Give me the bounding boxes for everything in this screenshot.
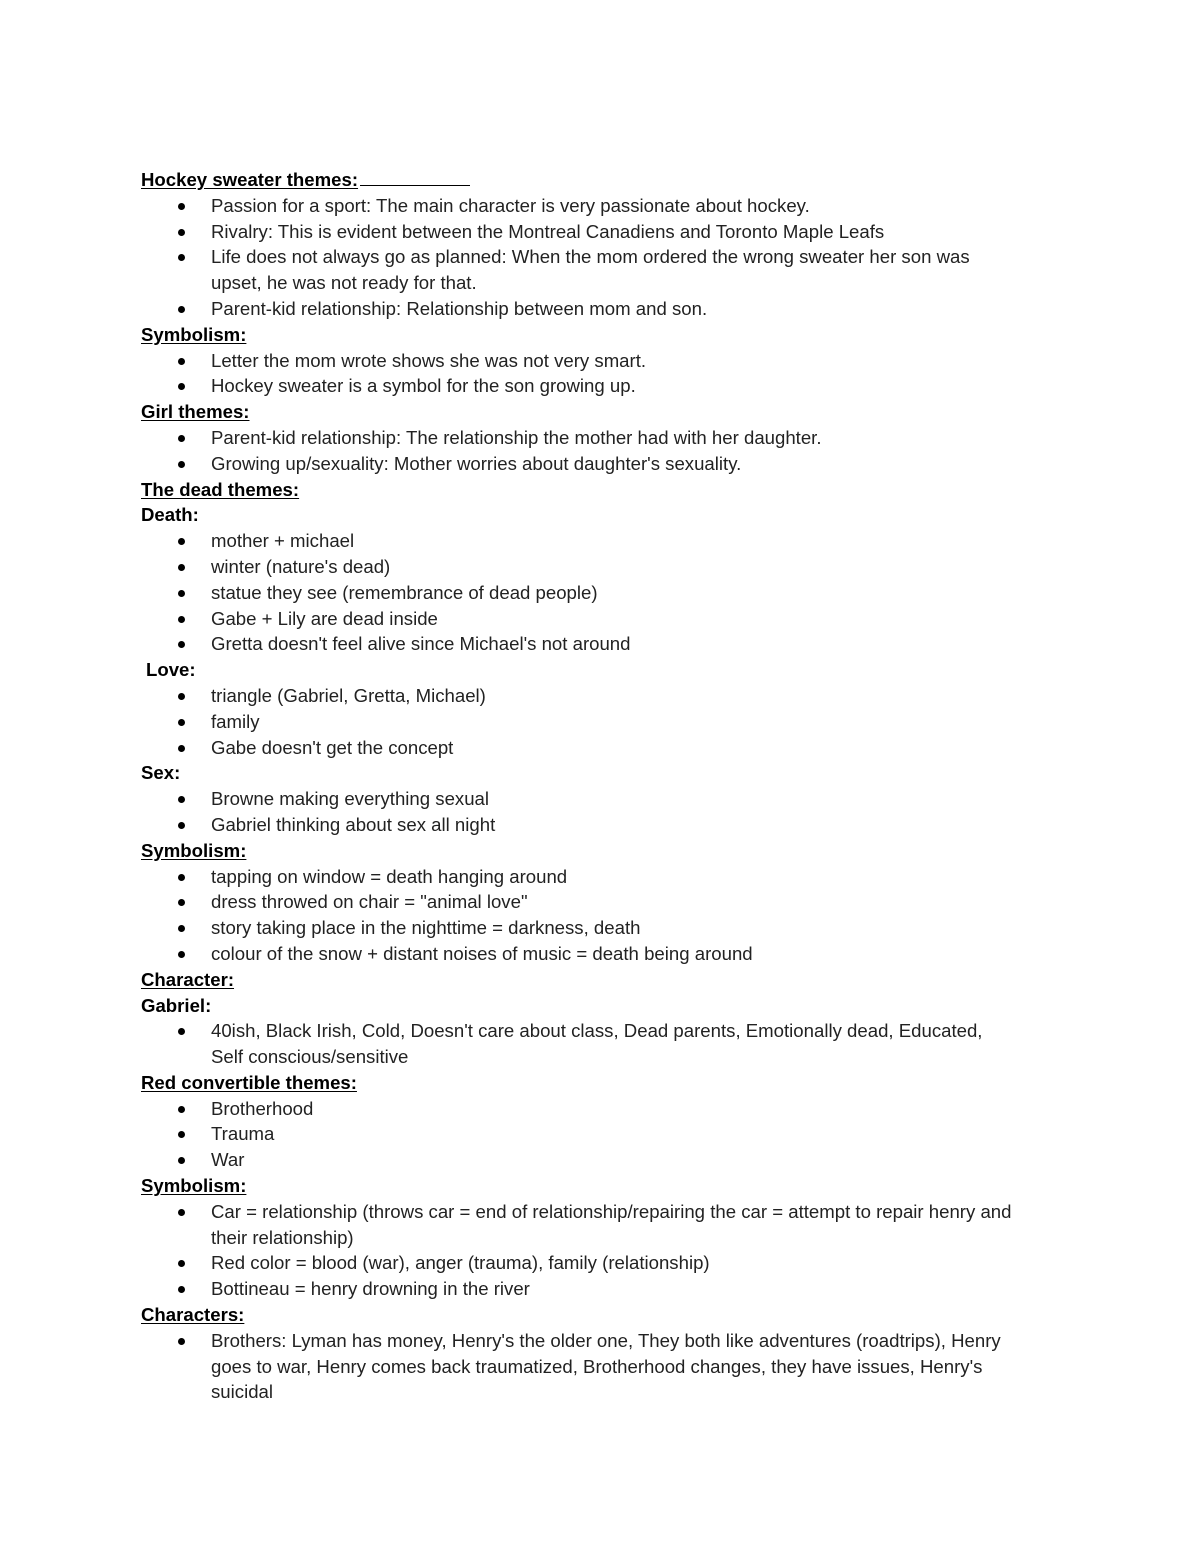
list-item-text: winter (nature's dead)	[211, 555, 391, 577]
bullet-list	[141, 348, 1081, 400]
section-heading-text: The dead themes:	[141, 478, 300, 500]
list-item-text: colour of the snow + distant noises of music = death being around	[211, 942, 753, 964]
bullet-icon	[178, 461, 185, 468]
section-heading-text: Symbolism:	[141, 323, 247, 345]
bullet-icon	[178, 1209, 185, 1216]
list-item-text: dress throwed on chair = "animal love"	[211, 891, 528, 913]
bullet-icon	[178, 1131, 185, 1138]
list-item-text: Parent-kid relationship: The relationship the mother had with her daughter.	[211, 426, 822, 448]
bullet-icon	[178, 693, 185, 700]
bullet-list	[141, 683, 1081, 760]
list-item	[141, 941, 1081, 967]
list-item	[141, 580, 1081, 606]
list-item	[141, 296, 1081, 322]
section-heading-text: Gabriel:	[141, 994, 212, 1016]
bullet-icon	[178, 590, 185, 597]
bullet-icon	[178, 229, 185, 236]
bullet-list	[141, 425, 1081, 477]
bullet-icon	[178, 358, 185, 365]
bullet-list	[141, 1199, 1081, 1302]
list-item-line: their relationship)	[211, 1226, 354, 1248]
bullet-icon	[178, 616, 185, 623]
bullet-icon	[178, 1028, 185, 1035]
bullet-list	[141, 1328, 1081, 1405]
list-item	[141, 373, 1081, 399]
section-heading	[141, 322, 1081, 348]
bullet-icon	[178, 951, 185, 958]
bullet-icon	[178, 899, 185, 906]
list-item-text: Parent-kid relationship: Relationship between mom and son.	[211, 297, 708, 319]
list-item	[141, 864, 1081, 890]
section-heading	[141, 967, 1081, 993]
list-item	[141, 1121, 1081, 1147]
bullet-icon	[178, 254, 185, 261]
list-item-text: Red color = blood (war), anger (trauma), family (relationship)	[211, 1252, 710, 1274]
section-heading-text: Red convertible themes:	[141, 1071, 357, 1093]
list-item-text: Brotherhood	[211, 1097, 314, 1119]
list-item	[141, 425, 1081, 451]
list-item	[141, 1276, 1081, 1302]
list-item-text: triangle (Gabriel, Gretta, Michael)	[211, 684, 486, 706]
bullet-icon	[178, 874, 185, 881]
list-item	[141, 709, 1081, 735]
list-item-text: Gabriel thinking about sex all night	[211, 813, 496, 835]
bullet-icon	[178, 203, 185, 210]
bullet-icon	[178, 538, 185, 545]
list-item	[141, 683, 1081, 709]
list-item-text: Trauma	[211, 1123, 275, 1145]
list-item	[141, 244, 1081, 296]
section-heading-text: Love:	[146, 659, 196, 681]
list-item	[141, 1018, 1081, 1070]
list-item-text: Gretta doesn't feel alive since Michael's not around	[211, 633, 631, 655]
list-item	[141, 193, 1081, 219]
bullet-list	[141, 1018, 1081, 1070]
section-heading	[141, 502, 1081, 528]
bullet-icon	[178, 1286, 185, 1293]
list-item-text: Bottineau = henry drowning in the river	[211, 1278, 530, 1300]
bullet-list	[141, 864, 1081, 967]
list-item	[141, 812, 1081, 838]
list-item	[141, 554, 1081, 580]
bullet-icon	[178, 925, 185, 932]
list-item	[141, 1147, 1081, 1173]
bullet-icon	[178, 1338, 185, 1345]
section-heading-text: Death:	[141, 504, 199, 526]
bullet-list	[141, 1096, 1081, 1173]
list-item-text: Rivalry: This is evident between the Montreal Canadiens and Toronto Maple Leafs	[211, 220, 885, 242]
section-heading-text: Symbolism:	[141, 1175, 247, 1197]
bullet-icon	[178, 383, 185, 390]
section-heading	[141, 760, 1081, 786]
list-item-text: Letter the mom wrote shows she was not very smart.	[211, 349, 647, 371]
list-item-text: Gabe + Lily are dead inside	[211, 607, 438, 629]
list-item	[141, 348, 1081, 374]
list-item	[141, 915, 1081, 941]
list-item-line: goes to war, Henry comes back traumatized, Brotherhood changes, they have issues, Henry's	[211, 1355, 983, 1377]
list-item	[141, 1328, 1081, 1405]
bullet-list	[141, 786, 1081, 838]
list-item-line: upset, he was not ready for that.	[211, 272, 477, 294]
section-heading-text: Girl themes:	[141, 401, 250, 423]
section-heading	[141, 993, 1081, 1019]
bullet-icon	[178, 1106, 185, 1113]
bullet-icon	[178, 719, 185, 726]
bullet-icon	[178, 641, 185, 648]
section-heading	[141, 838, 1081, 864]
section-heading	[141, 1302, 1081, 1328]
list-item-text: War	[211, 1149, 245, 1171]
section-heading-text: Characters:	[141, 1304, 245, 1326]
bullet-icon	[178, 822, 185, 829]
list-item-text: Hockey sweater is a symbol for the son growing up.	[211, 375, 636, 397]
list-item	[141, 889, 1081, 915]
list-item-text: statue they see (remembrance of dead people)	[211, 581, 598, 603]
bullet-icon	[178, 564, 185, 571]
section-heading-text: Hockey sweater themes:	[141, 169, 359, 190]
list-item	[141, 1096, 1081, 1122]
list-item-line: 40ish, Black Irish, Cold, Doesn't care about class, Dead parents, Emotionally dead, Educated,	[211, 1020, 983, 1042]
bullet-list	[141, 193, 1081, 322]
bullet-list	[141, 528, 1081, 657]
section-heading-text: Character:	[141, 968, 235, 990]
list-item	[141, 631, 1081, 657]
bullet-icon	[178, 1260, 185, 1267]
section-heading	[141, 166, 1081, 193]
list-item-line: Life does not always go as planned: When the mom ordered the wrong sweater her son was	[211, 246, 970, 268]
list-item-line: suicidal	[211, 1381, 274, 1403]
list-item	[141, 1250, 1081, 1276]
heading-underline-rule	[360, 166, 470, 186]
list-item-text: Browne making everything sexual	[211, 788, 490, 810]
section-heading-text: Sex:	[141, 762, 181, 784]
section-heading	[141, 399, 1081, 425]
list-item	[141, 451, 1081, 477]
section-heading	[141, 1070, 1081, 1096]
section-heading	[141, 1173, 1081, 1199]
list-item	[141, 1199, 1081, 1251]
list-item-text: story taking place in the nighttime = darkness, death	[211, 917, 641, 939]
list-item-line: Brothers: Lyman has money, Henry's the older one, They both like adventures (roadtrips), Henry	[211, 1329, 1001, 1351]
document-page	[141, 166, 1081, 1405]
list-item-text: family	[211, 710, 260, 732]
list-item-line: Car = relationship (throws car = end of relationship/repairing the car = attempt to repair henry and	[211, 1200, 1012, 1222]
list-item-text: Gabe doesn't get the concept	[211, 736, 454, 758]
list-item-line: Self conscious/sensitive	[211, 1046, 409, 1068]
list-item	[141, 606, 1081, 632]
section-heading-text: Symbolism:	[141, 839, 247, 861]
bullet-icon	[178, 745, 185, 752]
section-heading	[141, 477, 1081, 503]
list-item-text: tapping on window = death hanging around	[211, 865, 568, 887]
list-item-text: mother + michael	[211, 530, 355, 552]
section-heading	[141, 657, 1081, 683]
list-item	[141, 735, 1081, 761]
list-item-text: Passion for a sport: The main character is very passionate about hockey.	[211, 194, 810, 216]
bullet-icon	[178, 306, 185, 313]
list-item-text: Growing up/sexuality: Mother worries about daughter's sexuality.	[211, 452, 742, 474]
bullet-icon	[178, 435, 185, 442]
bullet-icon	[178, 796, 185, 803]
list-item	[141, 786, 1081, 812]
bullet-icon	[178, 1157, 185, 1164]
list-item	[141, 219, 1081, 245]
list-item	[141, 528, 1081, 554]
